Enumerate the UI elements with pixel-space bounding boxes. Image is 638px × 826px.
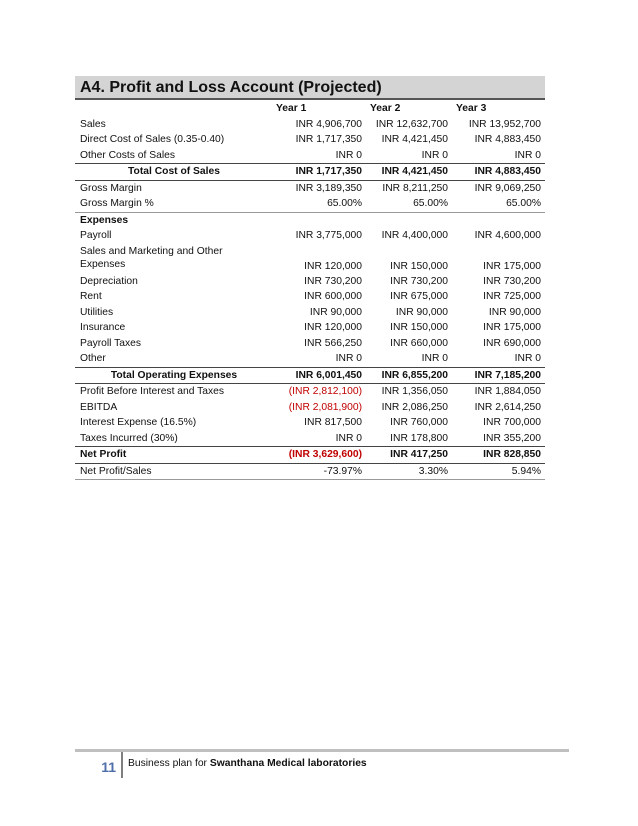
year-2-value: INR 760,000 [390, 417, 448, 428]
row-label: Sales and Marketing and Other Expenses [80, 245, 223, 270]
row-insurance [75, 320, 545, 336]
year-1-value: INR 3,189,350 [295, 182, 362, 194]
row-label: Total Operating Expenses [75, 367, 272, 384]
footer-caption [128, 757, 367, 771]
year-1-value: INR 566,250 [304, 337, 362, 349]
year-2-value: 65.00% [413, 198, 448, 209]
year-2-value: INR 0 [421, 353, 448, 364]
row-gross-margin-percent [75, 196, 545, 212]
row-payroll [75, 228, 545, 244]
row-sales-marketing-other [75, 244, 545, 274]
row-label: Insurance [80, 322, 126, 333]
row-net-profit [75, 447, 545, 464]
year-2-value: INR 4,400,000 [381, 230, 448, 241]
table-header-row [75, 101, 545, 117]
row-expenses-heading [75, 212, 545, 228]
year-1-value: INR 3,775,000 [295, 230, 362, 241]
row-label: Total Cost of Sales [75, 164, 272, 181]
row-sales [75, 117, 545, 133]
row-gross-margin [75, 180, 545, 196]
year-2-value: INR 2,086,250 [381, 401, 448, 413]
year-3-value: INR 725,000 [483, 291, 541, 302]
year-1-value: 65.00% [327, 198, 362, 209]
header-year-2: Year 2 [370, 103, 401, 114]
year-1-value: (INR 3,629,600) [272, 447, 366, 464]
year-3-value: INR 90,000 [488, 306, 541, 318]
row-utilities [75, 305, 545, 321]
row-rent [75, 289, 545, 305]
year-1-value: INR 730,200 [304, 275, 362, 287]
footer-separator [121, 752, 123, 778]
page-number: 11 [101, 759, 116, 775]
row-label: Payroll Taxes [80, 337, 142, 349]
year-2-value: INR 178,800 [390, 432, 448, 444]
year-3-value: 65.00% [506, 198, 541, 209]
year-3-value: INR 175,000 [483, 322, 541, 333]
year-2-value: INR 4,421,450 [366, 164, 452, 181]
year-3-value: INR 7,185,200 [452, 367, 545, 384]
row-label: Profit Before Interest and Taxes [80, 386, 225, 397]
year-2-value: INR 150,000 [390, 260, 448, 272]
row-label: Payroll [80, 230, 112, 241]
row-profit-before-interest-taxes [75, 384, 545, 400]
row-label: Other Costs of Sales [80, 149, 175, 161]
year-1-value: INR 0 [335, 432, 362, 444]
year-2-value: INR 1,356,050 [381, 386, 448, 397]
year-2-value: INR 8,211,250 [382, 182, 448, 194]
year-2-value: INR 4,421,450 [381, 134, 448, 145]
header-year-3: Year 3 [456, 103, 487, 114]
footer-divider [75, 749, 569, 752]
year-2-value: INR 417,250 [366, 447, 452, 464]
year-1-value: INR 0 [335, 353, 362, 364]
year-1-value: INR 1,717,350 [295, 134, 362, 145]
year-3-value: 5.94% [452, 463, 545, 480]
year-3-value: INR 730,200 [483, 275, 541, 287]
year-2-value: INR 6,855,200 [366, 367, 452, 384]
year-1-value: -73.97% [272, 463, 366, 480]
year-3-value: INR 4,883,450 [452, 164, 545, 181]
year-1-value: INR 120,000 [304, 260, 362, 272]
year-1-value: INR 1,717,350 [272, 164, 366, 181]
year-2-value: INR 660,000 [390, 337, 448, 349]
row-payroll-taxes [75, 336, 545, 352]
year-3-value: INR 2,614,250 [474, 401, 541, 413]
year-3-value: INR 13,952,700 [468, 118, 541, 130]
row-label: Net Profit [75, 447, 272, 464]
row-label: EBITDA [80, 401, 118, 413]
row-other-costs-of-sales [75, 148, 545, 164]
row-other [75, 351, 545, 367]
row-label: Rent [80, 291, 102, 302]
year-1-value: (INR 2,081,900) [288, 401, 362, 413]
row-net-profit-sales [75, 463, 545, 480]
year-2-value: INR 0 [421, 149, 448, 161]
year-2-value: INR 730,200 [390, 275, 448, 287]
row-taxes-incurred [75, 431, 545, 447]
year-3-value: INR 175,000 [483, 260, 541, 272]
year-1-value: INR 6,001,450 [272, 367, 366, 384]
row-label: Direct Cost of Sales (0.35-0.40) [80, 134, 225, 145]
year-2-value: INR 12,632,700 [375, 118, 448, 130]
row-label: Other [80, 353, 106, 364]
row-label: Expenses [75, 212, 272, 228]
year-1-value: INR 600,000 [304, 291, 362, 302]
row-label: Gross Margin % [80, 198, 154, 209]
row-label: Net Profit/Sales [75, 463, 272, 480]
year-1-value: INR 0 [335, 149, 362, 161]
year-3-value: INR 690,000 [483, 337, 541, 349]
year-1-value: INR 90,000 [309, 306, 362, 318]
year-2-value: INR 150,000 [390, 322, 448, 333]
year-1-value: INR 817,500 [304, 417, 362, 428]
header-label [75, 101, 272, 117]
year-3-value: INR 0 [514, 353, 541, 364]
year-3-value: INR 9,069,250 [474, 182, 541, 194]
year-2-value: 3.30% [366, 463, 452, 480]
row-label: Utilities [80, 306, 114, 318]
row-depreciation [75, 274, 545, 290]
row-label: Interest Expense (16.5%) [80, 417, 197, 428]
row-label: Taxes Incurred (30%) [80, 432, 178, 444]
year-1-value: INR 4,906,700 [295, 118, 362, 130]
row-label: Sales [80, 118, 106, 130]
row-label: Depreciation [80, 275, 138, 287]
year-3-value: INR 4,883,450 [474, 134, 541, 145]
year-3-value: INR 4,600,000 [474, 230, 541, 241]
row-total-operating-expenses [75, 367, 545, 384]
footer-company: Swanthana Medical laboratories [209, 758, 367, 769]
section-title: A4. Profit and Loss Account (Projected) [75, 76, 545, 100]
year-2-value: INR 675,000 [390, 291, 448, 302]
year-1-value: INR 120,000 [304, 322, 362, 333]
year-3-value: INR 0 [514, 149, 541, 161]
row-direct-cost-of-sales [75, 132, 545, 148]
profit-loss-table [75, 101, 545, 480]
year-3-value: INR 355,200 [483, 432, 541, 444]
year-3-value: INR 828,850 [452, 447, 545, 464]
year-3-value: INR 1,884,050 [474, 386, 541, 397]
row-label: Gross Margin [80, 182, 142, 194]
year-2-value: INR 90,000 [395, 306, 448, 318]
header-year-1: Year 1 [276, 103, 307, 114]
year-3-value: INR 700,000 [483, 417, 541, 428]
year-1-value: (INR 2,812,100) [288, 386, 362, 397]
row-ebitda [75, 400, 545, 416]
row-total-cost-of-sales [75, 164, 545, 181]
row-interest-expense [75, 415, 545, 431]
footer-prefix: Business plan for [128, 758, 210, 769]
